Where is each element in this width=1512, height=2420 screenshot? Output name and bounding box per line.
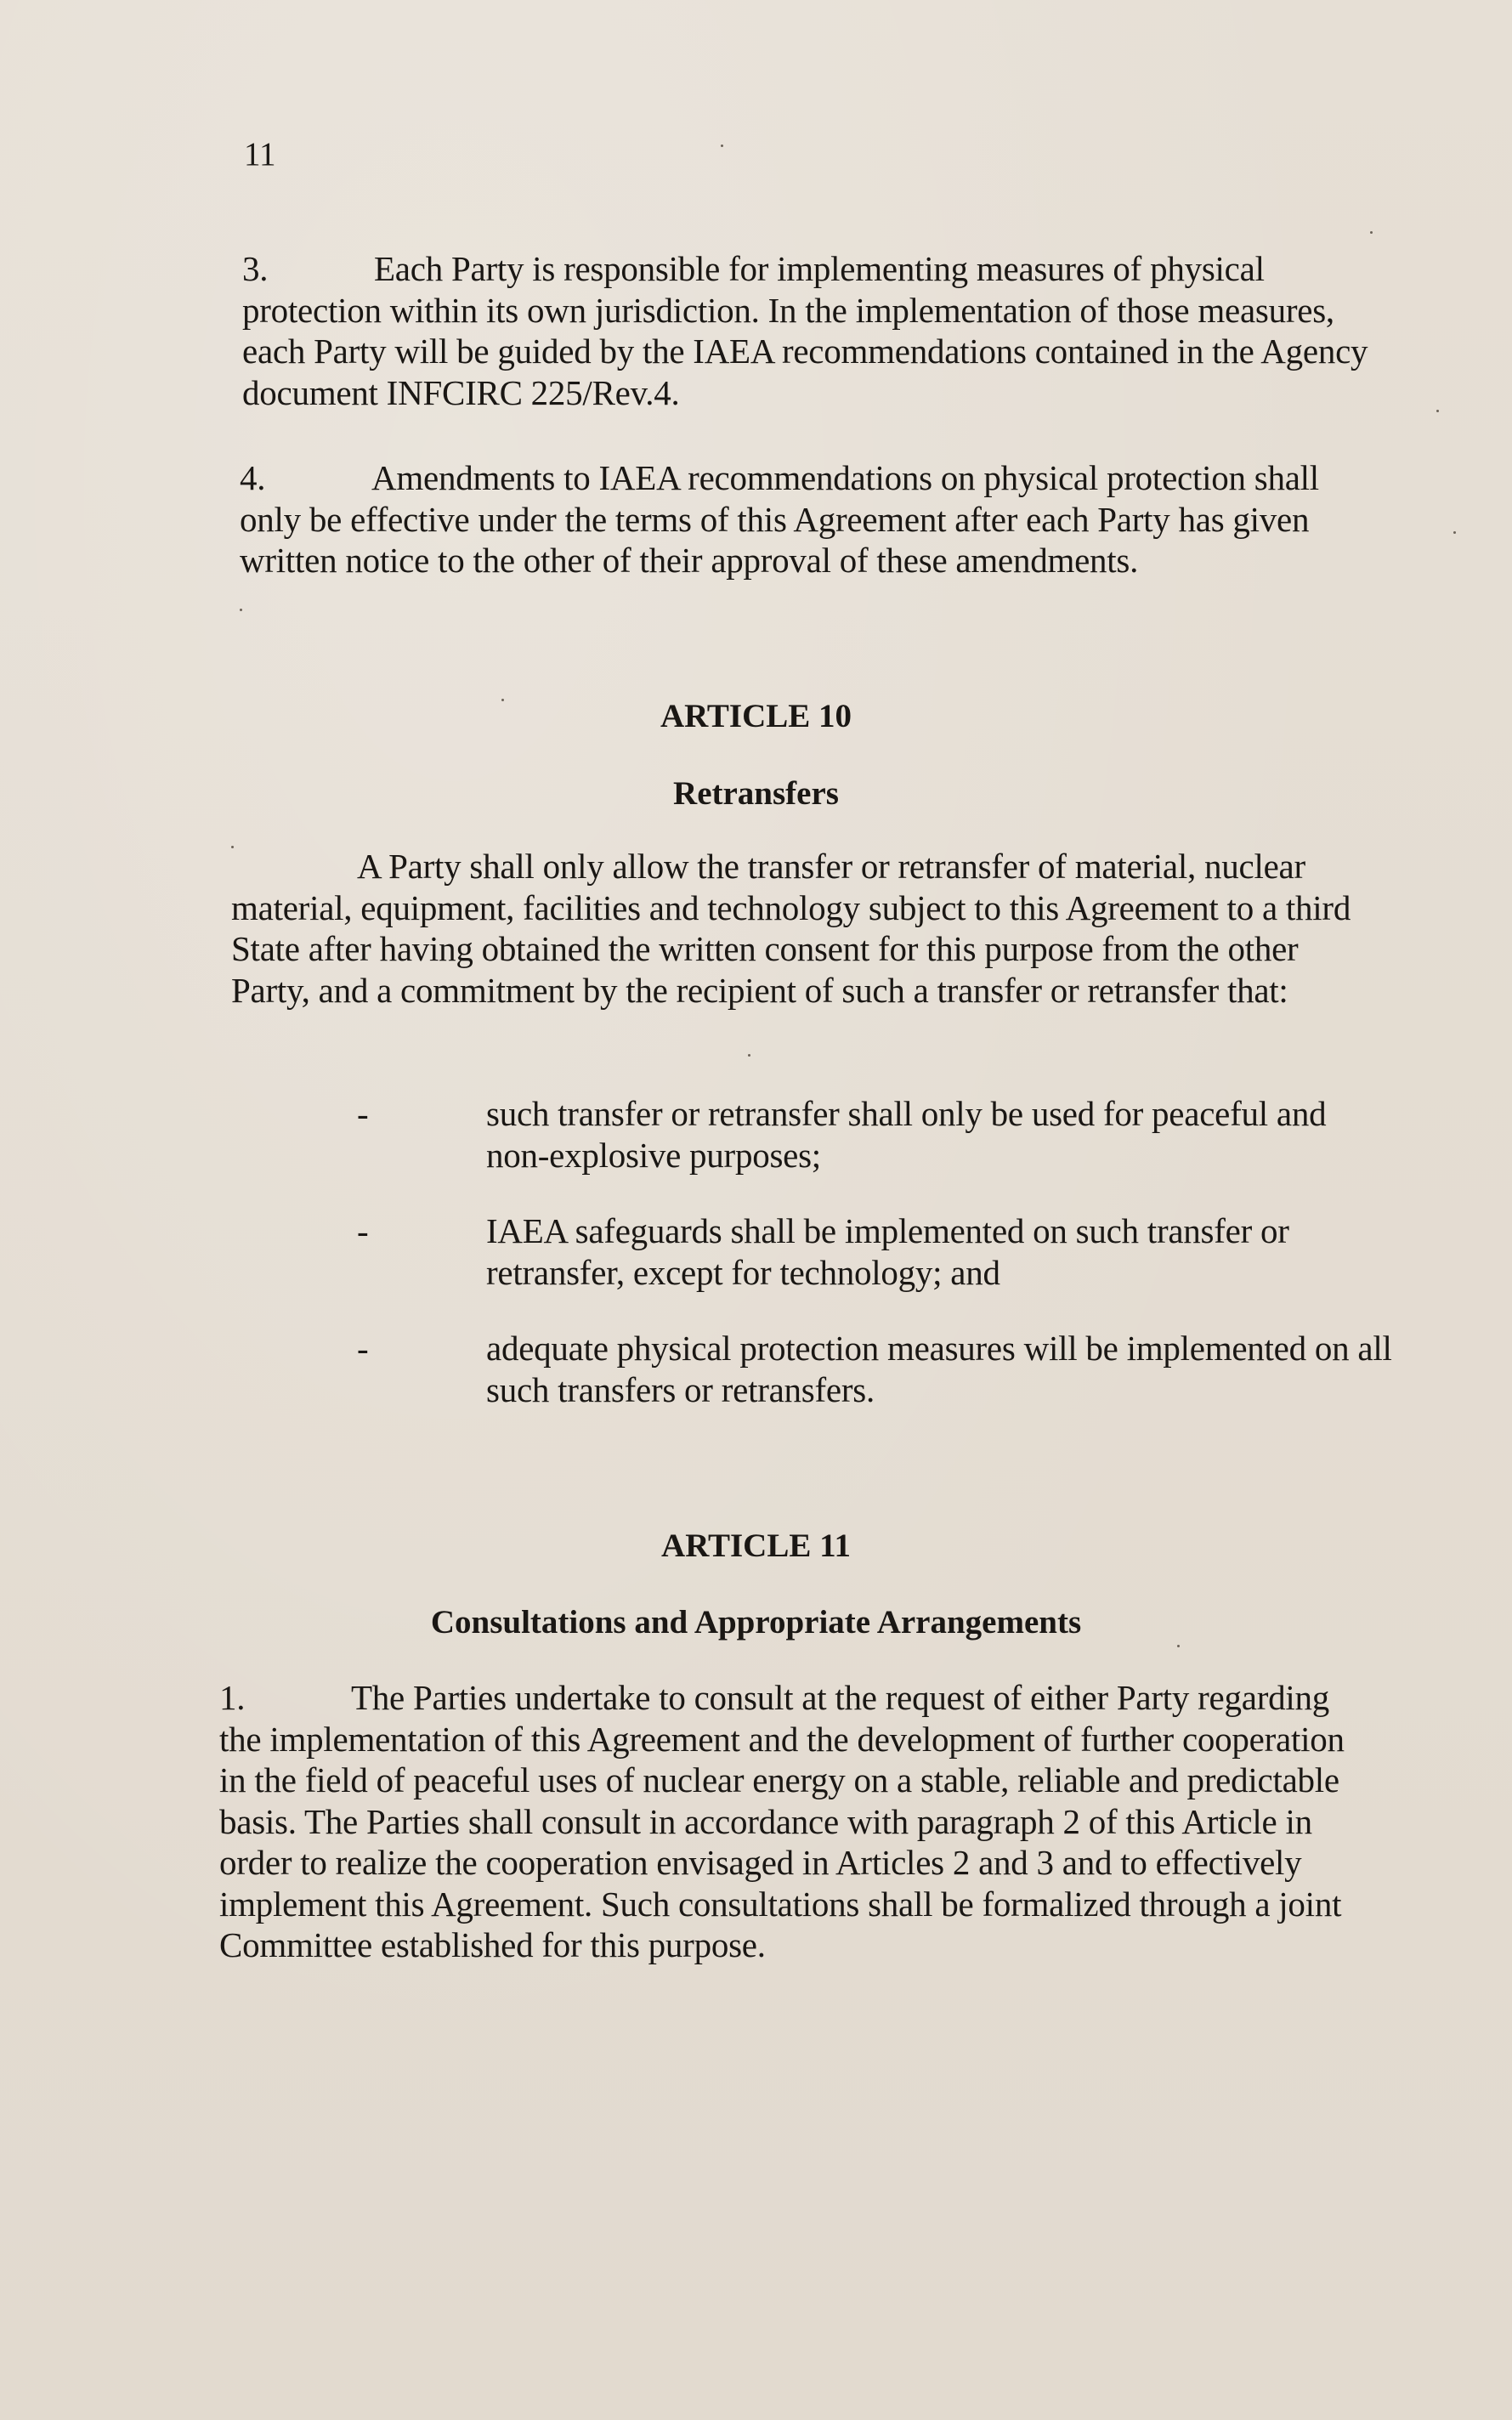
paper-speck: [231, 846, 234, 848]
paragraph-number: 3.: [242, 249, 269, 288]
article9-paragraph-3: [242, 248, 1381, 413]
bullet-text: adequate physical protection measures will be implemented on all such transfers or retransfers.: [486, 1329, 1392, 1409]
bullet-dash: -: [357, 1211, 369, 1250]
article11-paragraph-1: [219, 1677, 1375, 1966]
article9-paragraph-4: [240, 457, 1370, 581]
article11-heading: ARTICLE 11: [661, 1527, 851, 1564]
paragraph-number: 1.: [219, 1678, 246, 1717]
bullet-text: IAEA safeguards shall be implemented on such transfer or retransfer, except for technology; and: [486, 1211, 1289, 1292]
article11-subheading: Consultations and Appropriate Arrangements: [430, 1604, 1082, 1641]
paper-speck: [1177, 1645, 1180, 1647]
bullet-dash: -: [357, 1094, 369, 1133]
paragraph-number: 4.: [240, 458, 266, 497]
paper-speck: [240, 609, 242, 611]
bullet-text: such transfer or retransfer shall only be used for peaceful and non-explosive purposes;: [486, 1094, 1327, 1175]
article10-intro: A Party shall only allow the transfer or retransfer of material, nuclear material, equipment, facilities and technology subject to this Agreement to a third State after having obtained the written consent for this purpose from the other Party, and a commitment by the recipient of such a transfer or retransfer that:: [231, 847, 1351, 1010]
article10-subheading: Retransfers: [673, 775, 839, 812]
paper-speck: [501, 699, 504, 701]
paper-speck: [1370, 231, 1373, 234]
paper-speck: [1453, 531, 1456, 534]
paragraph-text: Each Party is responsible for implementing measures of physical protection within its own jurisdiction. In the implementation of those measures, each Party will be guided by the IAEA recommendations contained in the Agency document INFCIRC 225/Rev.4.: [242, 249, 1368, 412]
page-number: 11: [244, 136, 276, 173]
paragraph-text: Amendments to IAEA recommendations on physical protection shall only be effective under the terms of this Agreement after each Party has given written notice to the other of their approval of these amendments.: [240, 458, 1319, 580]
paper-speck: [1436, 410, 1439, 412]
article10-heading: ARTICLE 10: [660, 698, 852, 734]
bullet-dash: -: [357, 1329, 369, 1368]
paper-speck: [721, 145, 723, 147]
paragraph-text: The Parties undertake to consult at the request of either Party regarding the implementation of this Agreement and the development of further cooperation in the field of peaceful uses of nuclear energy on a stable, reliable and predictable basis. The Parties shall consult in accordance with paragraph 2 of this Article in order to realize the cooperation envisaged in Articles 2 and 3 and to effectively implement this Agreement. Such consultations shall be formalized through a joint Committee established for this purpose.: [219, 1678, 1345, 1964]
paper-speck: [748, 1054, 750, 1057]
